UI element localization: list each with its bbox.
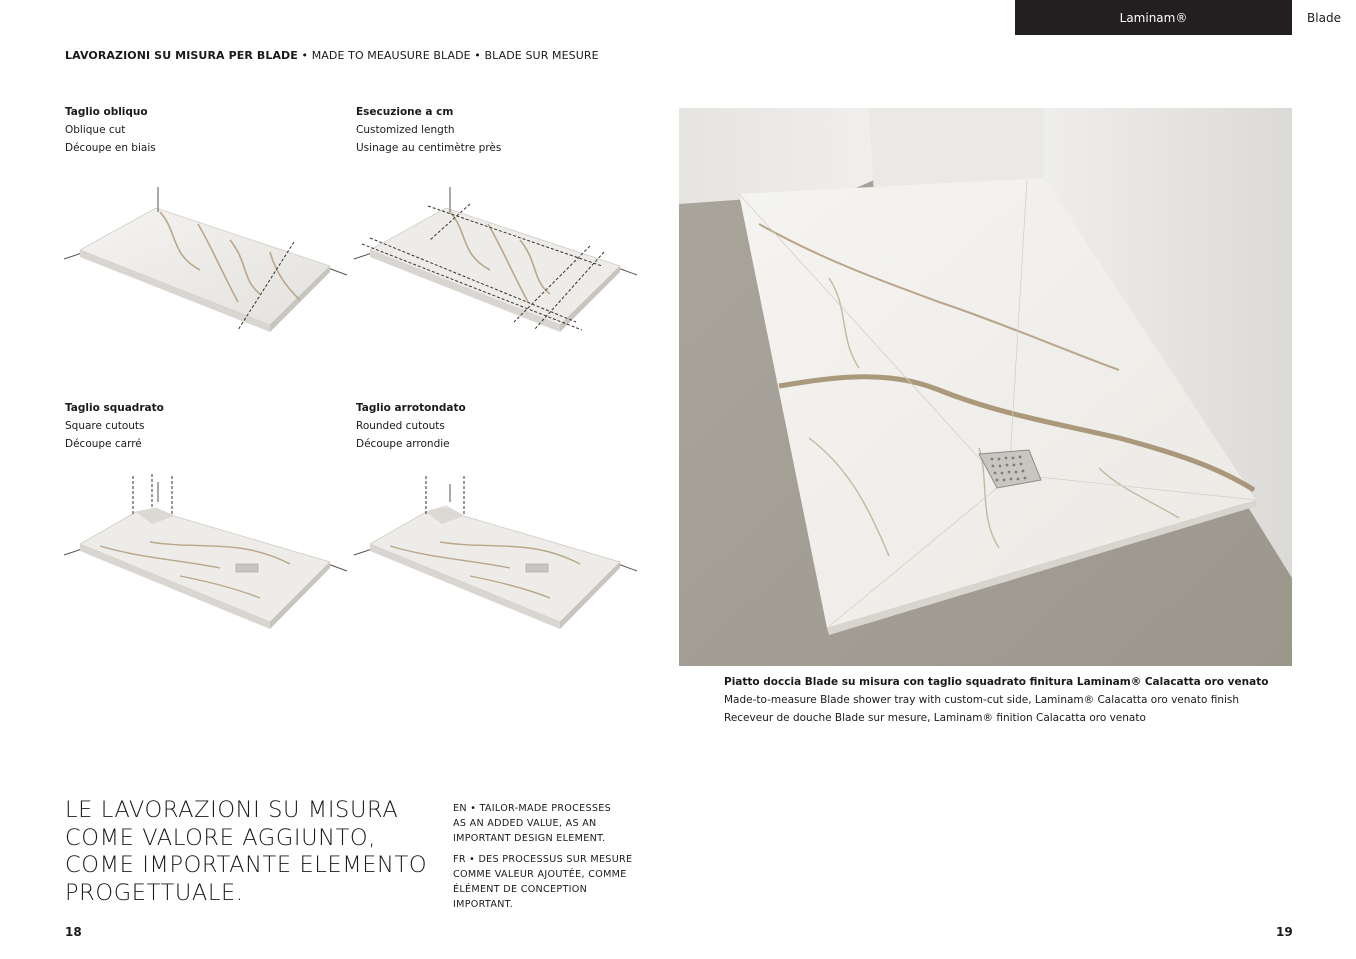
process-title: Taglio squadrato (65, 402, 164, 414)
shower-tray-photo (679, 108, 1292, 666)
headline-en-line: AS AN ADDED VALUE, AS AN (453, 818, 597, 829)
process-caption-square (65, 399, 164, 453)
headline-fr-line: IMPORTANT. (453, 899, 514, 910)
process-caption-length (356, 103, 501, 157)
process-fr: Découpe arrondie (356, 438, 450, 450)
headline-fr (453, 852, 653, 912)
brand-tab-label: Blade (1307, 10, 1341, 25)
brand-tab-laminam[interactable] (1015, 0, 1292, 35)
process-en: Square cutouts (65, 420, 145, 432)
headline-en-line: IMPORTANT DESIGN ELEMENT. (453, 833, 606, 844)
photo-caption (724, 673, 1268, 727)
process-caption-rounded (356, 399, 466, 453)
photo-caption-fr: Receveur de douche Blade sur mesure, Laminam® finition Calacatta oro venato (724, 712, 1146, 724)
brand-tab-label: Laminam® (1119, 10, 1188, 25)
square-cutout-illustration (60, 472, 350, 637)
photo-caption-en: Made-to-measure Blade shower tray with custom-cut side, Laminam® Calacatta oro venato finish (724, 694, 1240, 706)
headline-fr-line: COMME VALEUR AJOUTÉE, COMME (453, 869, 627, 880)
process-en: Customized length (356, 124, 455, 136)
process-en: Oblique cut (65, 124, 126, 136)
headline-en-line: EN • TAILOR-MADE PROCESSES (453, 803, 612, 814)
headline-translations (453, 801, 653, 918)
section-header-it: LAVORAZIONI SU MISURA PER BLADE (65, 49, 298, 62)
process-title: Esecuzione a cm (356, 106, 454, 118)
section-header (65, 49, 599, 62)
process-fr: Découpe carré (65, 438, 142, 450)
headline-line: LE LAVORAZIONI SU MISURA (65, 797, 399, 823)
headline-fr-line: FR • DES PROCESSUS SUR MESURE (453, 854, 633, 865)
headline-line: PROGETTUALE. (65, 879, 244, 906)
page-number-right: 19 (1276, 925, 1293, 939)
page-number-left: 18 (65, 925, 82, 939)
process-title: Taglio obliquo (65, 106, 148, 118)
process-title: Taglio arrotondato (356, 402, 466, 414)
headline-line: COME VALORE AGGIUNTO, (65, 824, 376, 851)
section-header-translations: • MADE TO MEAUSURE BLADE • BLADE SUR MESURE (297, 49, 599, 62)
oblique-cut-illustration (60, 182, 350, 342)
headline-line: COME IMPORTANTE ELEMENTO (65, 852, 428, 878)
photo-caption-it: Piatto doccia Blade su misura con taglio squadrato finitura Laminam® Calacatta oro venato (724, 676, 1269, 688)
headline-fr-line: ÉLÉMENT DE CONCEPTION (453, 884, 588, 895)
headline (65, 797, 445, 907)
headline-en (453, 801, 653, 846)
process-caption-oblique (65, 103, 156, 157)
process-fr: Usinage au centimètre près (356, 142, 502, 154)
process-en: Rounded cutouts (356, 420, 445, 432)
rounded-cutout-illustration (350, 472, 645, 637)
customized-length-illustration (350, 182, 645, 342)
brand-tab-blade[interactable] (1292, 0, 1356, 35)
process-fr: Découpe en biais (65, 142, 156, 154)
